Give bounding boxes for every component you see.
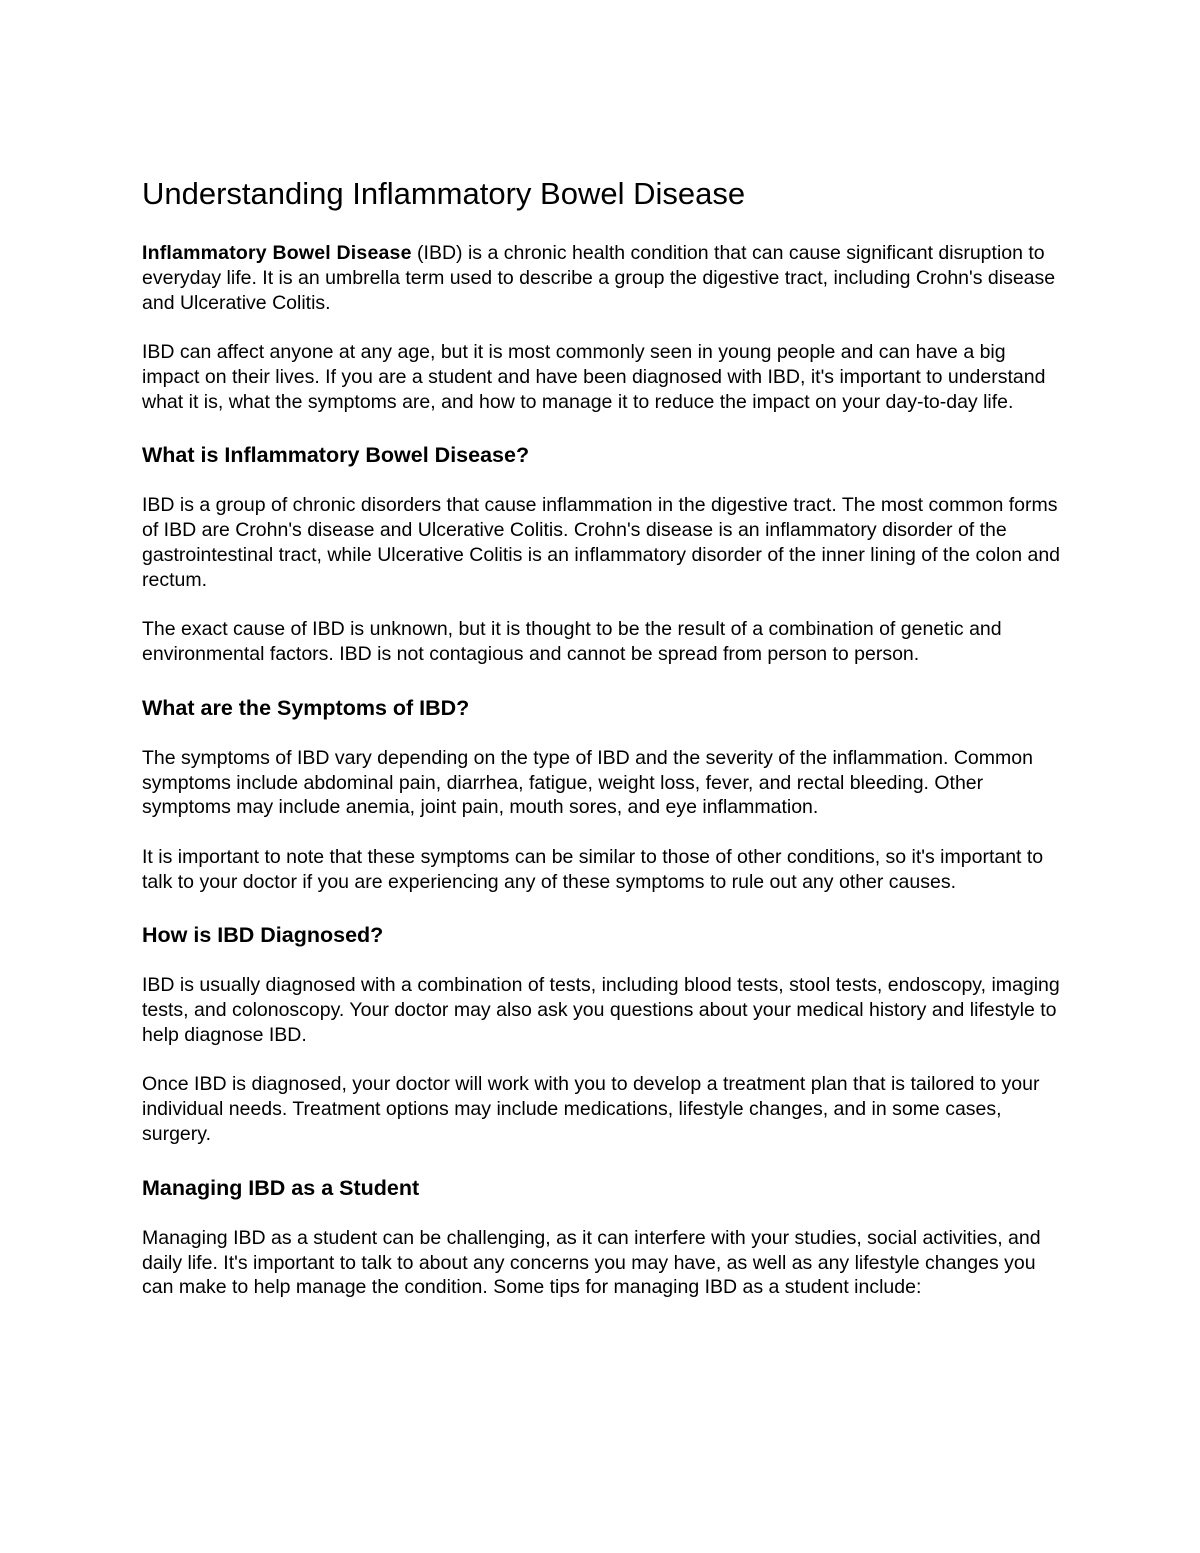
- document-body: [142, 174, 1067, 1300]
- section-heading-symptoms: What are the Symptoms of IBD?: [142, 695, 470, 720]
- section-paragraph: Once IBD is diagnosed, your doctor will work with you to develop a treatment plan that is tailored to your individual needs. Treatment options may include medications, lifestyle changes, and in some cases, surgery.: [142, 1073, 1040, 1145]
- section-heading-what-is-ibd: What is Inflammatory Bowel Disease?: [142, 443, 530, 468]
- intro-bold-term: Inflammatory Bowel Disease: [142, 242, 412, 264]
- section-paragraph: IBD is a group of chronic disorders that cause inflammation in the digestive tract. The most common forms of IBD are Crohn's disease and Ulcerative Colitis. Crohn's disease is an inflammatory disorder of the gastrointestinal tract, while Ulcerative Colitis is an inflammatory disorder of the inner lining of the colon and rectum.: [142, 494, 1061, 591]
- document-title: Understanding Inflammatory Bowel Disease: [142, 176, 746, 211]
- intro-paragraph-2: IBD can affect anyone at any age, but it is most commonly seen in young people and can have a big impact on their lives. If you are a student and have been diagnosed with IBD, it's important to understand what it is, what the symptoms are, and how to manage it to reduce the impact on your day-to-day life.: [142, 340, 1046, 413]
- section-paragraph: Managing IBD as a student can be challenging, as it can interfere with your studies, social activities, and daily life. It's important to talk to about any concerns you may have, as well as any lifestyle changes you can make to help manage the condition. Some tips for managing IBD as a student include:: [142, 1226, 1041, 1299]
- section-heading-diagnosis: How is IBD Diagnosed?: [142, 923, 384, 948]
- intro-paragraph: [142, 241, 1067, 315]
- section-paragraph: The symptoms of IBD vary depending on the type of IBD and the severity of the inflammation. Common symptoms include abdominal pain, diarrhea, fatigue, weight loss, fever, and rectal bleeding. Other symptoms may include anemia, joint pain, mouth sores, and eye inflammation.: [142, 746, 1033, 819]
- section-paragraph: The exact cause of IBD is unknown, but it is thought to be the result of a combination of genetic and environmental factors. IBD is not contagious and cannot be spread from person to person.: [142, 618, 1002, 665]
- intro-text: (IBD) is a chronic health condition that can cause significant disruption to everyday life. It is an umbrella term used to describe a group the digestive tract, including Crohn's disease and Ulcerative Colitis.: [142, 242, 1056, 314]
- section-paragraph: It is important to note that these symptoms can be similar to those of other conditions, so it's important to talk to your doctor if you are experiencing any of these symptoms to rule out any other causes.: [142, 845, 1044, 893]
- section-paragraph: IBD is usually diagnosed with a combination of tests, including blood tests, stool tests, endoscopy, imaging tests, and colonoscopy. Your doctor may also ask you questions about your medical history and lifestyle to help diagnose IBD.: [142, 974, 1060, 1046]
- section-heading-managing-student: Managing IBD as a Student: [142, 1175, 420, 1200]
